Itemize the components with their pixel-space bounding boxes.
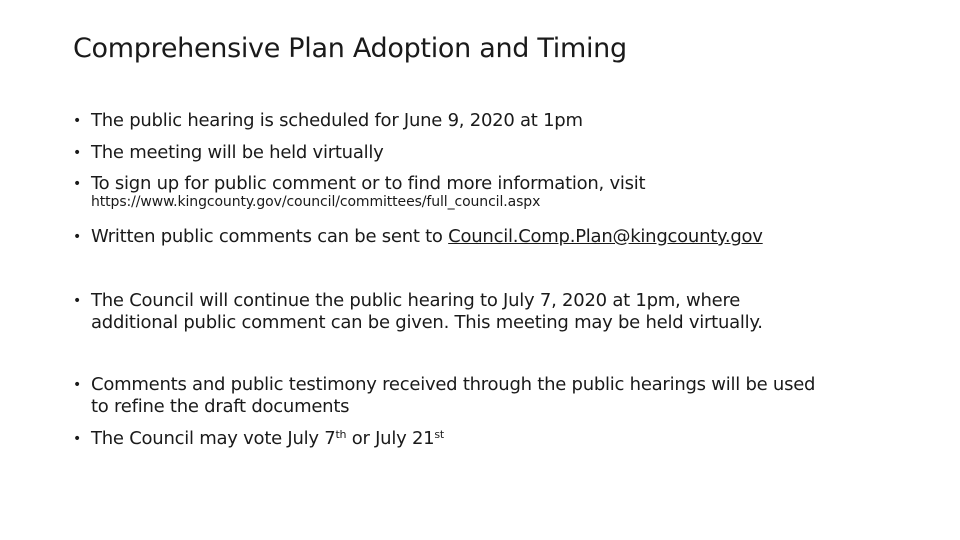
ordinal-suffix: st xyxy=(434,428,444,441)
email-link[interactable]: Council.Comp.Plan@kingcounty.gov xyxy=(448,226,763,247)
bullet-marker: • xyxy=(73,145,82,161)
bullet-text-line2: additional public comment can be given. This meeting may be held virtually. xyxy=(91,312,763,333)
written-comments-text: Written public comments can be sent to xyxy=(91,226,449,247)
bullet-text-line1: Comments and public testimony received through the public hearings will be used xyxy=(91,374,816,395)
bullet-text xyxy=(91,428,444,450)
vote-text-start: The Council may vote July 7 xyxy=(91,428,336,449)
bullet-text: To sign up for public comment or to find more information, visit xyxy=(91,173,646,194)
bullet-text xyxy=(91,226,763,248)
bullet-marker: • xyxy=(73,293,82,309)
slide-title: Comprehensive Plan Adoption and Timing xyxy=(73,33,627,64)
bullet-text: The public hearing is scheduled for June 9, 2020 at 1pm xyxy=(91,110,583,131)
ordinal-suffix: th xyxy=(335,428,347,441)
bullet-marker: • xyxy=(73,431,82,447)
bullet-text-line2: to refine the draft documents xyxy=(91,396,350,417)
bullet-marker: • xyxy=(73,113,82,129)
council-url[interactable]: https://www.kingcounty.gov/council/committees/full_council.aspx xyxy=(91,194,541,210)
bullet-marker: • xyxy=(73,229,82,245)
bullet-text: The meeting will be held virtually xyxy=(91,142,384,163)
bullet-marker: • xyxy=(73,377,82,393)
bullet-marker: • xyxy=(73,176,82,192)
bullet-text-line1: The Council will continue the public hearing to July 7, 2020 at 1pm, where xyxy=(91,290,741,311)
vote-text-mid: or July 21 xyxy=(346,428,435,449)
